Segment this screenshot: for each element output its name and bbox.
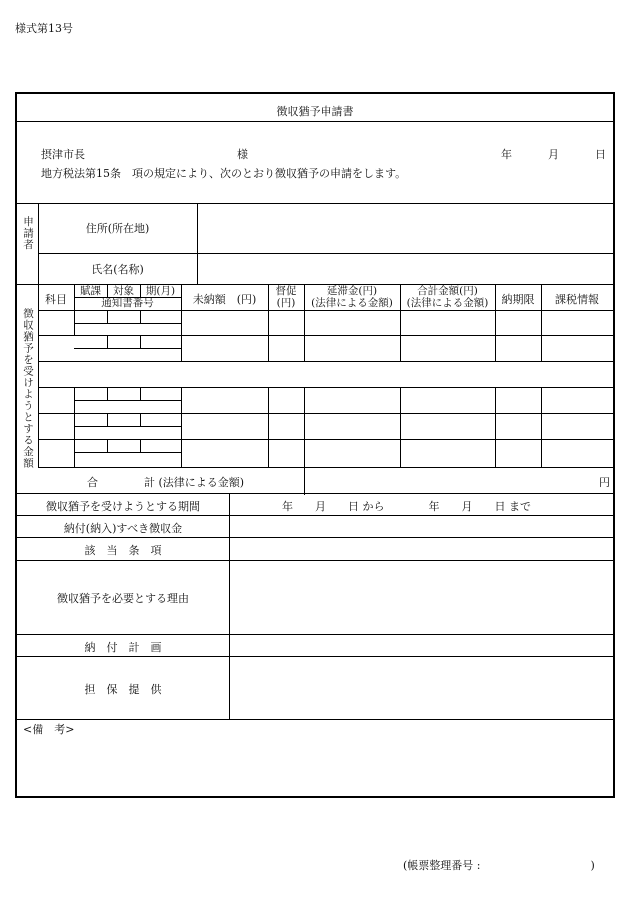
divider bbox=[107, 413, 108, 426]
divider bbox=[140, 335, 141, 348]
divider bbox=[74, 297, 181, 298]
col-tokusoku-2: (円) bbox=[276, 297, 296, 309]
col-subject: 科目 bbox=[45, 293, 67, 306]
divider bbox=[181, 387, 182, 467]
divider bbox=[495, 284, 496, 361]
name-label: 氏名(名称) bbox=[91, 263, 144, 276]
col-entaikin-2: (法律による金額) bbox=[311, 297, 393, 309]
divider bbox=[74, 323, 181, 324]
divider bbox=[74, 387, 75, 467]
divider bbox=[107, 439, 108, 452]
clause-field[interactable] bbox=[231, 539, 611, 557]
divider bbox=[38, 361, 613, 362]
divider bbox=[140, 310, 141, 323]
col-total-1: 合計金額(円) bbox=[417, 285, 478, 297]
col-taisho: 対象 bbox=[113, 285, 134, 297]
payment-plan-field[interactable] bbox=[231, 636, 611, 654]
divider bbox=[17, 515, 613, 516]
application-form bbox=[15, 92, 615, 798]
amount-section-label: 徴収猶予を受けようとする金額 bbox=[22, 308, 34, 469]
date-month[interactable]: 月 bbox=[548, 148, 559, 161]
col-unpaid: 未納額 (円) bbox=[192, 293, 257, 306]
divider bbox=[495, 387, 496, 467]
col-entaikin-1: 延滞金(円) bbox=[326, 285, 378, 297]
divider bbox=[400, 284, 401, 361]
divider bbox=[107, 335, 108, 348]
divider bbox=[74, 426, 181, 427]
name-field[interactable] bbox=[199, 255, 611, 283]
form-number: 様式第13号 bbox=[15, 22, 73, 35]
divider bbox=[400, 387, 401, 467]
divider bbox=[74, 348, 181, 349]
address-field[interactable] bbox=[199, 205, 611, 251]
divider bbox=[38, 310, 613, 311]
applicant-label: 申請者 bbox=[22, 216, 34, 251]
reason-field[interactable] bbox=[231, 562, 611, 632]
collateral-label: 担 保 提 供 bbox=[84, 683, 162, 696]
divider bbox=[140, 284, 141, 297]
divider bbox=[304, 284, 305, 361]
divider bbox=[197, 203, 198, 284]
col-ki: 期(月) bbox=[145, 285, 176, 297]
remarks-label: <備 考> bbox=[23, 723, 75, 736]
col-tax-info: 課税情報 bbox=[555, 293, 599, 306]
divider bbox=[541, 387, 542, 467]
divider bbox=[268, 284, 269, 361]
divider bbox=[17, 656, 613, 657]
period-value[interactable]: 年 月 日 から 年 月 日 まで bbox=[282, 500, 531, 513]
divider bbox=[107, 284, 108, 297]
divider bbox=[107, 310, 108, 323]
total-label-1: 合 bbox=[87, 476, 98, 489]
address-label: 住所(所在地) bbox=[85, 222, 150, 235]
divider bbox=[38, 335, 613, 336]
honorific: 様 bbox=[237, 148, 248, 161]
payable-field[interactable] bbox=[231, 517, 611, 535]
divider bbox=[17, 537, 613, 538]
col-tokusoku-1: 督促 bbox=[275, 285, 297, 297]
collateral-field[interactable] bbox=[231, 658, 611, 718]
divider bbox=[38, 413, 613, 414]
divider bbox=[140, 387, 141, 400]
divider bbox=[268, 387, 269, 467]
reason-label: 徴収猶予を必要とする理由 bbox=[57, 592, 189, 605]
divider bbox=[74, 452, 181, 453]
form-title: 徴収猶予申請書 bbox=[276, 105, 354, 118]
col-notice-number: 通知書番号 bbox=[101, 297, 154, 309]
divider bbox=[107, 387, 108, 400]
divider bbox=[38, 387, 613, 388]
divider bbox=[140, 413, 141, 426]
divider bbox=[541, 284, 542, 361]
period-label: 徴収猶予を受けようとする期間 bbox=[46, 500, 200, 513]
divider bbox=[17, 121, 613, 122]
divider bbox=[17, 634, 613, 635]
divider bbox=[74, 400, 181, 401]
divider bbox=[140, 439, 141, 452]
divider bbox=[17, 560, 613, 561]
col-total-2: (法律による金額) bbox=[406, 297, 489, 309]
divider bbox=[17, 203, 613, 204]
divider bbox=[38, 439, 613, 440]
clause-label: 該 当 条 項 bbox=[84, 544, 162, 557]
payable-label: 納付(納入)すべき徴収金 bbox=[63, 522, 183, 535]
remarks-field[interactable] bbox=[19, 739, 611, 794]
addressee: 摂津市長 bbox=[41, 148, 85, 161]
statement: 地方税法第15条 項の規定により、次のとおり徴収猶予の申請をします。 bbox=[41, 167, 407, 180]
total-label-2: 計 (法律による金額) bbox=[144, 476, 245, 489]
divider bbox=[17, 719, 613, 720]
divider bbox=[304, 387, 305, 495]
divider bbox=[38, 467, 613, 468]
divider bbox=[74, 284, 75, 335]
divider bbox=[17, 493, 613, 494]
col-fukaku: 賦課 bbox=[80, 285, 101, 297]
payment-plan-label: 納 付 計 画 bbox=[84, 641, 162, 654]
date-day[interactable]: 日 bbox=[595, 148, 606, 161]
divider bbox=[38, 253, 613, 254]
divider bbox=[181, 284, 182, 361]
divider bbox=[229, 493, 230, 719]
total-unit: 円 bbox=[599, 476, 610, 489]
col-deadline: 納期限 bbox=[501, 293, 535, 306]
date-year[interactable]: 年 bbox=[501, 148, 512, 161]
footer-reference: (帳票整理番号 : ) bbox=[403, 859, 595, 872]
